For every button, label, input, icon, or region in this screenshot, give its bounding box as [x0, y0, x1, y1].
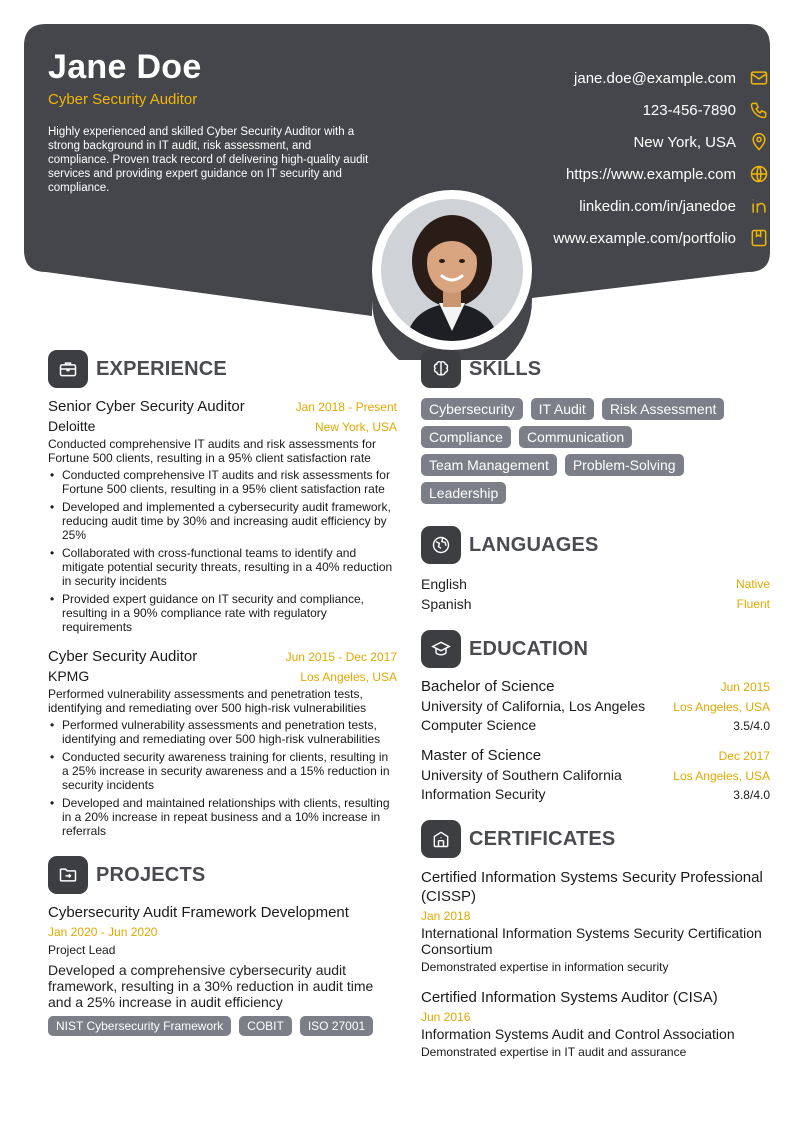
company-name: Deloitte	[48, 418, 96, 434]
project-description: Developed a comprehensive cybersecurity audit framework, resulting in a 30% reduction in audit time and a 25% increase in audit efficiency	[48, 962, 374, 1010]
contact-location-text: New York, USA	[633, 133, 736, 151]
job-bullet: • Collaborated with cross-functional teams to identify and mitigate potential security threats, resulting in a 40% reduction in security incidents	[48, 546, 397, 588]
experience-item	[48, 648, 397, 838]
skill-tag: IT Audit	[531, 398, 594, 420]
project-tags	[48, 1016, 397, 1036]
contact-location	[350, 126, 770, 158]
skill-tag: Communication	[519, 426, 632, 448]
job-summary: Conducted comprehensive IT audits and risk assessments for Fortune 500 clients, resulting in a 95% client satisfaction rate	[48, 437, 376, 465]
language-name: English	[421, 576, 467, 592]
bookmark-icon	[748, 227, 770, 249]
certificates-section-header	[421, 820, 770, 858]
experience-title: EXPERIENCE	[96, 357, 227, 380]
certificate-issuer: Information Systems Audit and Control Association	[421, 1026, 735, 1042]
language-row	[421, 574, 770, 594]
certificate-description: Demonstrated expertise in information security	[421, 960, 669, 974]
field-of-study: Computer Science	[421, 717, 537, 733]
school-location: Los Angeles, USA	[673, 769, 770, 783]
experience-item	[48, 398, 397, 634]
contact-linkedin-text[interactable]: linkedin.com/in/janedoe	[579, 197, 736, 215]
experience-section-header	[48, 350, 397, 388]
certificate-description: Demonstrated expertise in IT audit and assurance	[421, 1045, 687, 1059]
certificate-date: Jun 2016	[421, 1010, 471, 1024]
skill-tag: Team Management	[421, 454, 557, 476]
language-level: Native	[735, 577, 770, 591]
degree: Bachelor of Science	[421, 678, 555, 695]
contact-website-text[interactable]: https://www.example.com	[565, 165, 736, 183]
left-column	[48, 350, 397, 1036]
contact-portfolio-text[interactable]: www.example.com/portfolio	[553, 229, 736, 247]
job-bullet: • Conducted security awareness training for clients, resulting in a 25% increase in security awareness and a 15% reduction in security incidents	[48, 750, 397, 792]
education-item	[421, 678, 770, 733]
phone-icon	[748, 99, 770, 121]
skill-tag: Leadership	[421, 482, 506, 504]
job-title: Cyber Security Auditor	[48, 648, 198, 665]
skill-tags	[421, 398, 770, 504]
job-bullets	[48, 718, 397, 838]
avatar	[381, 199, 523, 341]
candidate-role: Cyber Security Auditor	[48, 91, 198, 108]
school-location: Los Angeles, USA	[673, 700, 770, 714]
project-role: Project Lead	[48, 943, 116, 957]
company-name: KPMG	[48, 668, 90, 684]
job-title: Senior Cyber Security Auditor	[48, 398, 245, 415]
certificate-title: Certified Information Systems Auditor (CISA)	[421, 989, 718, 1006]
certificate-title: Certified Information Systems Security Professional (CISSP)	[421, 869, 763, 905]
education-title: EDUCATION	[469, 637, 589, 660]
skills-title: SKILLS	[469, 357, 542, 380]
job-bullet: • Developed and maintained relationships with clients, resulting in a 20% increase in repeat business and a 10% increase in referrals	[48, 796, 397, 838]
briefcase-icon	[48, 350, 88, 388]
folder-icon	[48, 856, 88, 894]
language-list	[421, 574, 770, 614]
certificate-item	[421, 988, 770, 1059]
language-level: Fluent	[736, 597, 770, 611]
contact-phone[interactable]	[350, 94, 770, 126]
job-bullet: • Performed vulnerability assessments and penetration tests, identifying and remediating over 500 high-risk vulnerabilities	[48, 718, 397, 746]
job-bullet: • Developed and implemented a cybersecurity audit framework, reducing audit time by 30% and increasing audit efficiency by 25%	[48, 500, 397, 542]
skills-section-header	[421, 350, 770, 388]
linkedin-icon	[748, 195, 770, 217]
contact-website[interactable]	[350, 158, 770, 190]
project-tag: COBIT	[239, 1016, 292, 1036]
gpa: 3.8/4.0	[733, 788, 770, 802]
graduation-cap-icon	[421, 630, 461, 668]
project-item	[48, 904, 397, 1036]
skill-tag: Cybersecurity	[421, 398, 523, 420]
globe-icon	[748, 163, 770, 185]
job-bullet: • Provided expert guidance on IT security and compliance, resulting in a 90% compliance rate with regulatory requirements	[48, 592, 397, 634]
school-name: University of Southern California	[421, 767, 622, 783]
certificates-title: CERTIFICATES	[469, 827, 616, 850]
education-section-header	[421, 630, 770, 668]
languages-title: LANGUAGES	[469, 533, 599, 556]
skill-tag: Problem-Solving	[565, 454, 684, 476]
degree: Master of Science	[421, 747, 542, 764]
skill-tag: Risk Assessment	[602, 398, 725, 420]
skill-tag: Compliance	[421, 426, 511, 448]
project-tag: NIST Cybersecurity Framework	[48, 1016, 231, 1036]
job-summary: Performed vulnerability assessments and penetration tests, identifying and remediating over 500 high-risk vulnerabilities	[48, 687, 367, 715]
job-bullets	[48, 468, 397, 634]
language-name: Spanish	[421, 596, 472, 612]
profile-summary: Highly experienced and skilled Cyber Security Auditor with a strong background in IT audit, risk assessment, and compliance. Proven track record of delivering high-quality audit services and providing expert guidance on IT security and compliance.	[48, 126, 369, 194]
contact-email[interactable]	[350, 62, 770, 94]
languages-section-header	[421, 526, 770, 564]
certificate-building-icon	[421, 820, 461, 858]
job-dates: Jan 2018 - Present	[295, 400, 397, 414]
mail-icon	[748, 67, 770, 89]
education-item	[421, 747, 770, 802]
field-of-study: Information Security	[421, 786, 546, 802]
certificate-issuer: International Information Systems Security Certification Consortium	[421, 925, 762, 957]
projects-section-header	[48, 856, 397, 894]
education-date: Jun 2015	[720, 680, 770, 694]
location-pin-icon	[748, 131, 770, 153]
job-location: New York, USA	[314, 420, 397, 434]
project-dates: Jan 2020 - Jun 2020	[48, 925, 158, 939]
project-title: Cybersecurity Audit Framework Development	[48, 904, 349, 921]
candidate-name: Jane Doe	[48, 48, 202, 86]
job-location: Los Angeles, USA	[300, 670, 397, 684]
school-name: University of California, Los Angeles	[421, 698, 646, 714]
project-tag: ISO 27001	[300, 1016, 373, 1036]
language-globe-icon	[421, 526, 461, 564]
job-dates: Jun 2015 - Dec 2017	[285, 650, 397, 664]
right-column	[421, 350, 770, 1059]
projects-title: PROJECTS	[96, 863, 206, 886]
job-bullet: • Conducted comprehensive IT audits and risk assessments for Fortune 500 clients, resulting in a 95% client satisfaction rate	[48, 468, 397, 496]
education-date: Dec 2017	[718, 749, 770, 763]
gpa: 3.5/4.0	[733, 719, 770, 733]
brain-icon	[421, 350, 461, 388]
contact-email-text[interactable]: jane.doe@example.com	[574, 69, 736, 87]
contact-phone-text[interactable]: 123-456-7890	[642, 101, 736, 119]
certificate-item	[421, 868, 770, 974]
certificate-date: Jan 2018	[421, 909, 471, 923]
language-row	[421, 594, 770, 614]
